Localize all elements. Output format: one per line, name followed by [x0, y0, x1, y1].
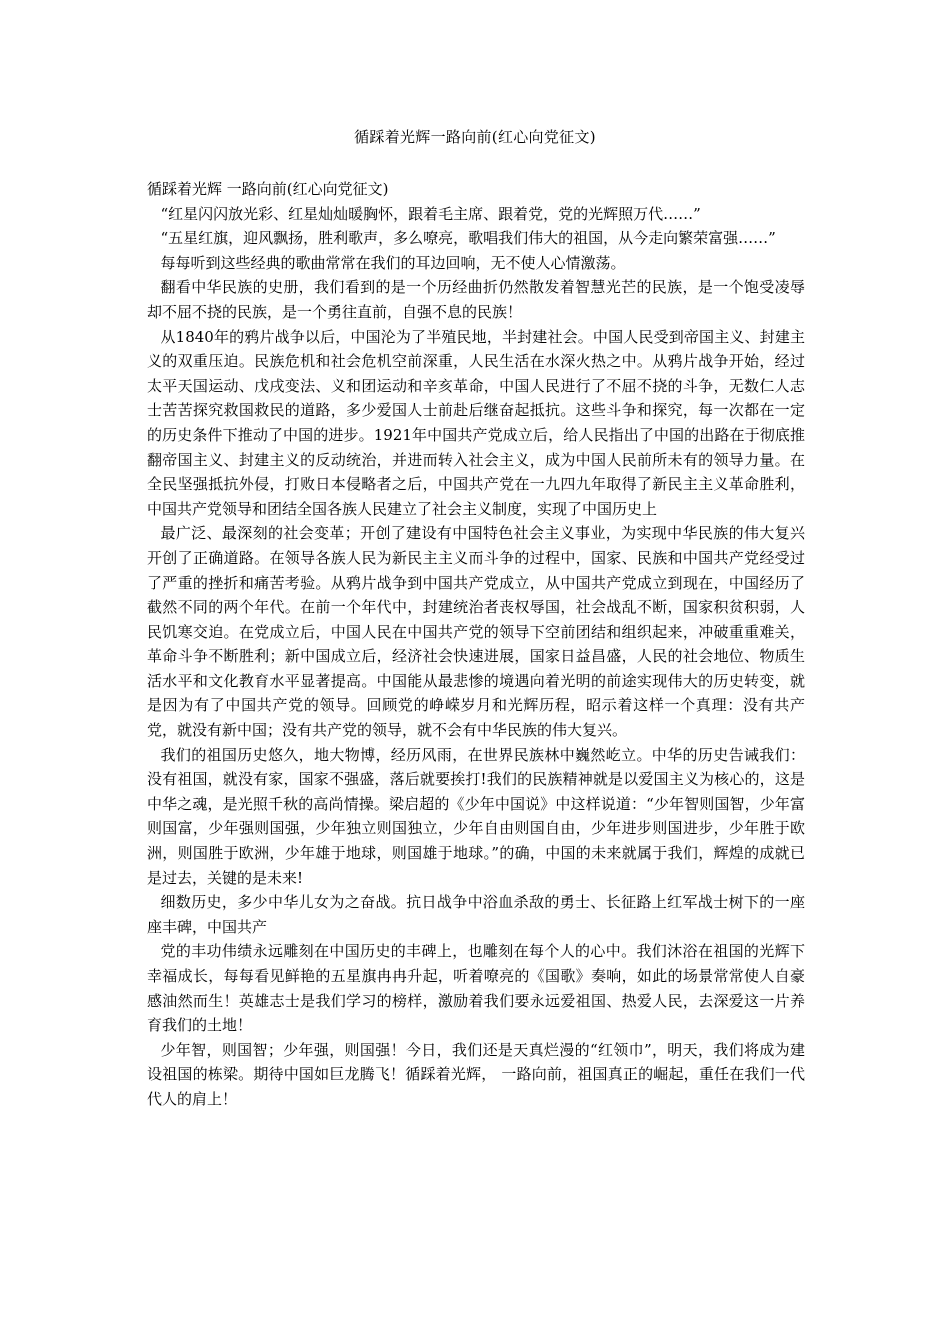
paragraph-6: 最广泛、最深刻的社会变革；开创了建设有中国特色社会主义事业，为实现中华民族的伟大复兴开创了正确道路。在领导各族人民为新民主主义而斗争的过程中，国家、民族和中国共产党经受过了严重的挫折和痛苦考验。从鸦片战争到中国共产党成立，从中国共产党成立到现在，中国经历了截然不同的两个年代。在前一个年代中，封建统治者丧权辱国，社会战乱不断，国家积贫积弱，人民饥寒交迫。在党成立后，中国人民在中国共产党的领导下空前团结和组织起来，冲破重重难关，革命斗争不断胜利；新中国成立后，经济社会快速进展，国家日益昌盛，人民的社会地位、物质生活水平和文化教育水平显著提高。中国能从最悲惨的境遇向着光明的前途实现伟大的历史转变，就是因为有了中国共产党的领导。回顾党的峥嵘岁月和光辉历程，昭示着这样一个真理：没有共产党，就没有新中国；没有共产党的领导，就不会有中华民族的伟大复兴。	[147, 524, 805, 740]
paragraph-7: 我们的祖国历史悠久，地大物博，经历风雨，在世界民族林中巍然屹立。中华的历史告诫我们：没有祖国，就没有家，国家不强盛，落后就要挨打!我们的民族精神就是以爱国主义为核心的，这是中华之魂，是光照千秋的高尚情操。梁启超的《少年中国说》中这样说道：“少年智则国智，少年富则国富，少年强则国强，少年独立则国独立，少年自由则国自由，少年进步则国进步，少年胜于欧洲，则国胜于欧洲，少年雄于地球，则国雄于地球。”的确，中国的未来就属于我们，辉煌的成就已是过去，关键的是未来!	[147, 745, 805, 887]
paragraph-1: “红星闪闪放光彩、红星灿灿暖胸怀，跟着毛主席、跟着党，党的光辉照万代……”	[160, 204, 701, 223]
paragraph-9: 党的丰功伟绩永远雕刻在中国历史的丰碑上，也雕刻在每个人的心中。我们沐浴在祖国的光辉下幸福成长，每每看见鲜艳的五星旗冉冉升起，听着嘹亮的《国歌》奏响，如此的场景常常使人自豪感油然而生！英雄志士是我们学习的榜样，激励着我们要永远爱祖国、热爱人民，去深爱这一片养育我们的土地！	[147, 942, 805, 1035]
paragraph-8: 细数历史，多少中华儿女为之奋战。抗日战争中浴血杀敌的勇士、长征路上红军战士树下的一座座丰碑，中国共产	[147, 893, 805, 936]
paragraph-3: 每每听到这些经典的歌曲常常在我们的耳边回响，无不使人心情激荡。	[160, 253, 626, 272]
document-body	[147, 177, 805, 1112]
paragraph-5: 从1840年的鸦片战争以后，中国沦为了半殖民地，半封建社会。中国人民受到帝国主义、封建主义的双重压迫。民族危机和社会危机空前深重，人民生活在水深火热之中。从鸦片战争开始，经过太平天国运动、戊戌变法、义和团运动和辛亥革命，中国人民进行了不屈不挠的斗争，无数仁人志士苦苦探究救国救民的道路，多少爱国人士前赴后继奋起抵抗。这些斗争和探究，每一次都在一定的历史条件下推动了中国的进步。1921年中国共产党成立后，给人民指出了中国的出路在于彻底推翻帝国主义、封建主义的反动统治，并进而转入社会主义，成为中国人民前所未有的领导力量。在全民坚强抵抗外侵，打败日本侵略者之后，中国共产党在一九四九年取得了新民主主义革命胜利，中国共产党领导和团结全国各族人民建立了社会主义制度，实现了中国历史上	[147, 327, 805, 518]
paragraph-10: 少年智，则国智；少年强，则国强！今日，我们还是天真烂漫的“红领巾”，明天，我们将成为建设祖国的栋梁。期待中国如巨龙腾飞！循踩着光辉， 一路向前，祖国真正的崛起，重任在我们一代代人的肩上！	[147, 1040, 805, 1108]
paragraph-2: “五星红旗，迎风飘扬，胜利歌声，多么嘹亮，歌唱我们伟大的祖国，从今走向繁荣富强……”	[160, 229, 776, 248]
paragraph-subtitle: 循踩着光辉 一路向前(红心向党征文)	[147, 180, 389, 198]
document-title: 循踩着光辉一路向前(红心向党征文)	[354, 128, 596, 146]
paragraph-4: 翻看中华民族的史册，我们看到的是一个历经曲折仍然散发着智慧光芒的民族，是一个饱受凌辱却不屈不挠的民族，是一个勇往直前，自强不息的民族！	[147, 278, 805, 321]
